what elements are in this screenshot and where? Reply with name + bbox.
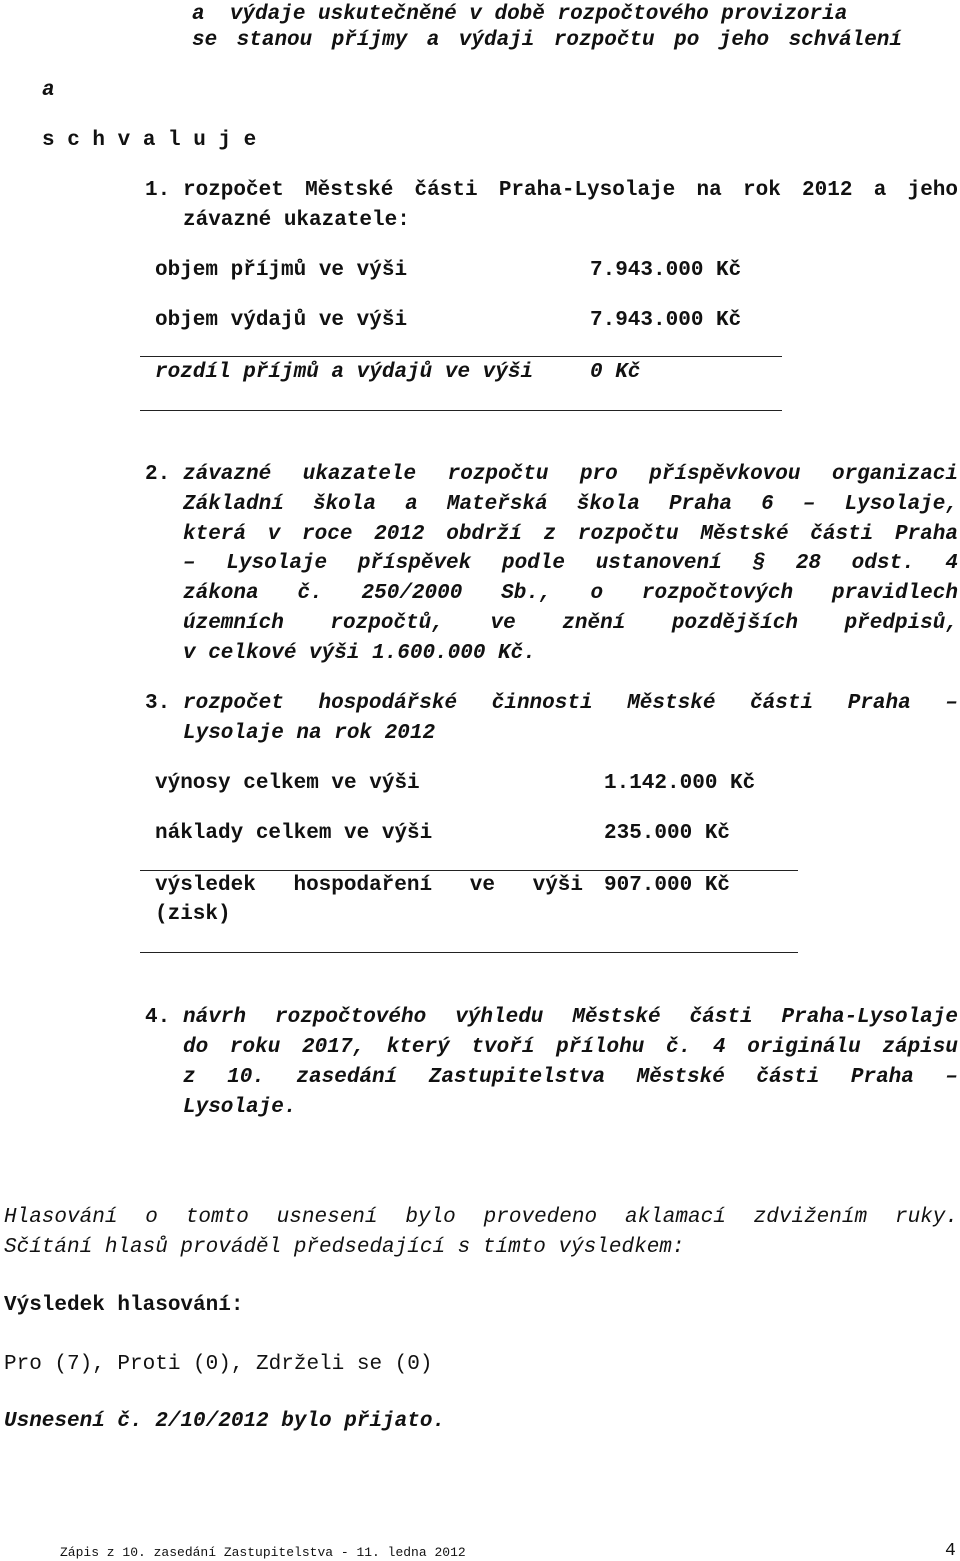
item-3-total-label-line-2: (zisk) [155, 903, 231, 926]
item-2-line-4: – Lysolaje příspěvek podle ustanovení § 28 odst. 4 [183, 552, 958, 575]
item-2-line-7: v celkové výši 1.600.000 Kč. [183, 642, 536, 665]
item-1-text-line-1: rozpočet Městské části Praha-Lysolaje na rok 2012 a jeho [183, 179, 958, 202]
item-1-text-line-2: závazné ukazatele: [183, 209, 410, 232]
item-2-line-2: Základní škola a Mateřská škola Praha 6 – Lysolaje, [183, 493, 958, 516]
item-1-expense-value: 7.943.000 Kč [590, 309, 742, 332]
voting-result: Pro (7), Proti (0), Zdrželi se (0) [4, 1353, 433, 1376]
item-1-rule-bottom [140, 410, 782, 411]
item-4-line-2: do roku 2017, který tvoří přílohu č. 4 originálu zápisu [183, 1036, 958, 1059]
item-2-line-6: územních rozpočtů, ve znění pozdějších předpisů, [183, 612, 958, 635]
item-1-rule-top [140, 356, 782, 357]
intro-line-2: se stanou příjmy a výdaji rozpočtu po jeho schválení [192, 29, 902, 52]
item-3-text-line-1: rozpočet hospodářské činnosti Městské části Praha – [183, 692, 958, 715]
approves-heading: s c h v a l u j e [42, 129, 257, 152]
item-3-total-label-line-1: výsledek hospodaření ve výši [155, 874, 583, 897]
item-4-line-1: návrh rozpočtového výhledu Městské části Praha-Lysolaje [183, 1006, 958, 1029]
item-3-rule-bottom [140, 952, 798, 953]
intro-and: a [42, 79, 55, 102]
item-3-costs-value: 235.000 Kč [604, 822, 731, 845]
item-4-line-4: Lysolaje. [183, 1096, 297, 1119]
voting-line-1: Hlasování o tomto usnesení bylo provedeno aklamací zdvižením ruky. [4, 1206, 958, 1229]
item-1-number: 1. [145, 179, 171, 202]
item-1-expense-label: objem výdajů ve výši [155, 309, 408, 332]
voting-line-2: Sčítání hlasů prováděl předsedající s tímto výsledkem: [4, 1236, 685, 1259]
page-number: 4 [945, 1541, 956, 1561]
item-3-revenue-label: výnosy celkem ve výši [155, 772, 420, 795]
item-3-costs-label: náklady celkem ve výši [155, 822, 433, 845]
item-1-income-value: 7.943.000 Kč [590, 259, 742, 282]
item-1-total-value: 0 Kč [590, 361, 641, 384]
item-2-line-3: která v roce 2012 obdrží z rozpočtu Městské části Praha [183, 523, 958, 546]
item-3-number: 3. [145, 692, 171, 715]
intro-line-1: a výdaje uskutečněné v době rozpočtového provizoria [192, 3, 848, 26]
item-3-revenue-value: 1.142.000 Kč [604, 772, 756, 795]
voting-result-heading: Výsledek hlasování: [4, 1294, 244, 1317]
item-1-income-label: objem příjmů ve výši [155, 259, 408, 282]
item-1-total-label: rozdíl příjmů a výdajů ve výši [155, 361, 534, 384]
page-footer: Zápis z 10. zasedání Zastupitelstva - 11. ledna 2012 [60, 1545, 466, 1560]
item-2-line-5: zákona č. 250/2000 Sb., o rozpočtových pravidlech [183, 582, 958, 605]
item-3-total-value: 907.000 Kč [604, 874, 731, 897]
item-3-text-line-2: Lysolaje na rok 2012 [183, 722, 436, 745]
item-4-number: 4. [145, 1006, 171, 1029]
item-2-line-1: závazné ukazatele rozpočtu pro příspěvkovou organizaci [183, 463, 958, 486]
item-2-number: 2. [145, 463, 171, 486]
item-4-line-3: z 10. zasedání Zastupitelstva Městské části Praha – [183, 1066, 958, 1089]
resolution-adopted: Usnesení č. 2/10/2012 bylo přijato. [4, 1410, 446, 1433]
